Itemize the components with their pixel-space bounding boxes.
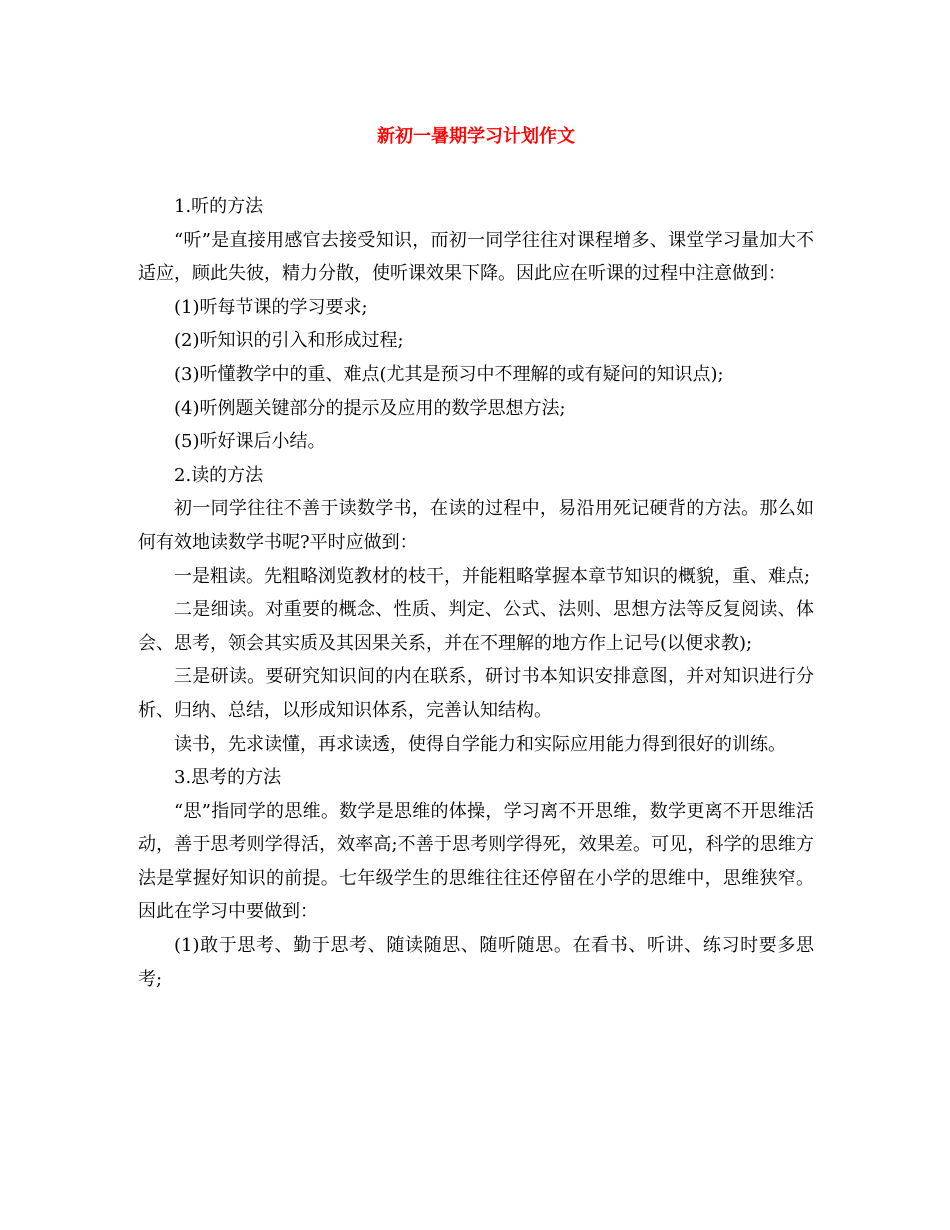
paragraph: (4)听例题关键部分的提示及应用的数学思想方法; xyxy=(174,397,566,419)
paragraph: “听”是直接用感官去接受知识，而初一同学往往对课程增多、课堂学习量加大不适应，顾此失彼，精力分散，使听课效果下降。因此应在听课的过程中注意做到： xyxy=(138,229,814,285)
paragraph: 二是细读。对重要的概念、性质、判定、公式、法则、思想方法等反复阅读、体会、思考，领会其实质及其因果关系，并在不理解的地方作上记号(以便求教); xyxy=(138,599,814,654)
paragraph: 三是研读。要研究知识间的内在联系，研讨书本知识安排意图，并对知识进行分析、归纳、总结，以形成知识体系，完善认知结构。 xyxy=(138,666,814,721)
paragraph: (1)敢于思考、勤于思考、随读随思、随听随思。在看书、听讲、练习时要多思考; xyxy=(138,935,814,990)
paragraph: (2)听知识的引入和形成过程; xyxy=(174,330,404,352)
document-title: 新初一暑期学习计划作文 xyxy=(377,126,575,147)
paragraph: 2.读的方法 xyxy=(174,464,264,486)
paragraph: (5)听好课后小结。 xyxy=(174,431,326,453)
paragraph: (3)听懂教学中的重、难点(尤其是预习中不理解的或有疑问的知识点); xyxy=(174,363,724,385)
paragraph: “思”指同学的思维。数学是思维的体操，学习离不开思维，数学更离不开思维活动，善于思考则学得活，效率高;不善于思考则学得死，效果差。可见，科学的思维方法是掌握好知识的前提。七年级学生的思维往往还停留在小学的思维中，思维狭窄。因此在学习中要做到： xyxy=(138,800,814,923)
paragraph: (1)听每节课的学习要求; xyxy=(174,296,368,318)
paragraph: 读书，先求读懂，再求读透，使得自学能力和实际应用能力得到很好的训练。 xyxy=(174,733,786,755)
paragraph: 初一同学往往不善于读数学书，在读的过程中，易沿用死记硬背的方法。那么如何有效地读数学书呢?平时应做到： xyxy=(138,498,814,553)
document-body xyxy=(138,190,814,996)
paragraph: 3.思考的方法 xyxy=(174,767,282,789)
paragraph: 一是粗读。先粗略浏览教材的枝干，并能粗略掌握本章节知识的概貌，重、难点; xyxy=(174,565,811,587)
paragraph: 1.听的方法 xyxy=(174,196,264,217)
